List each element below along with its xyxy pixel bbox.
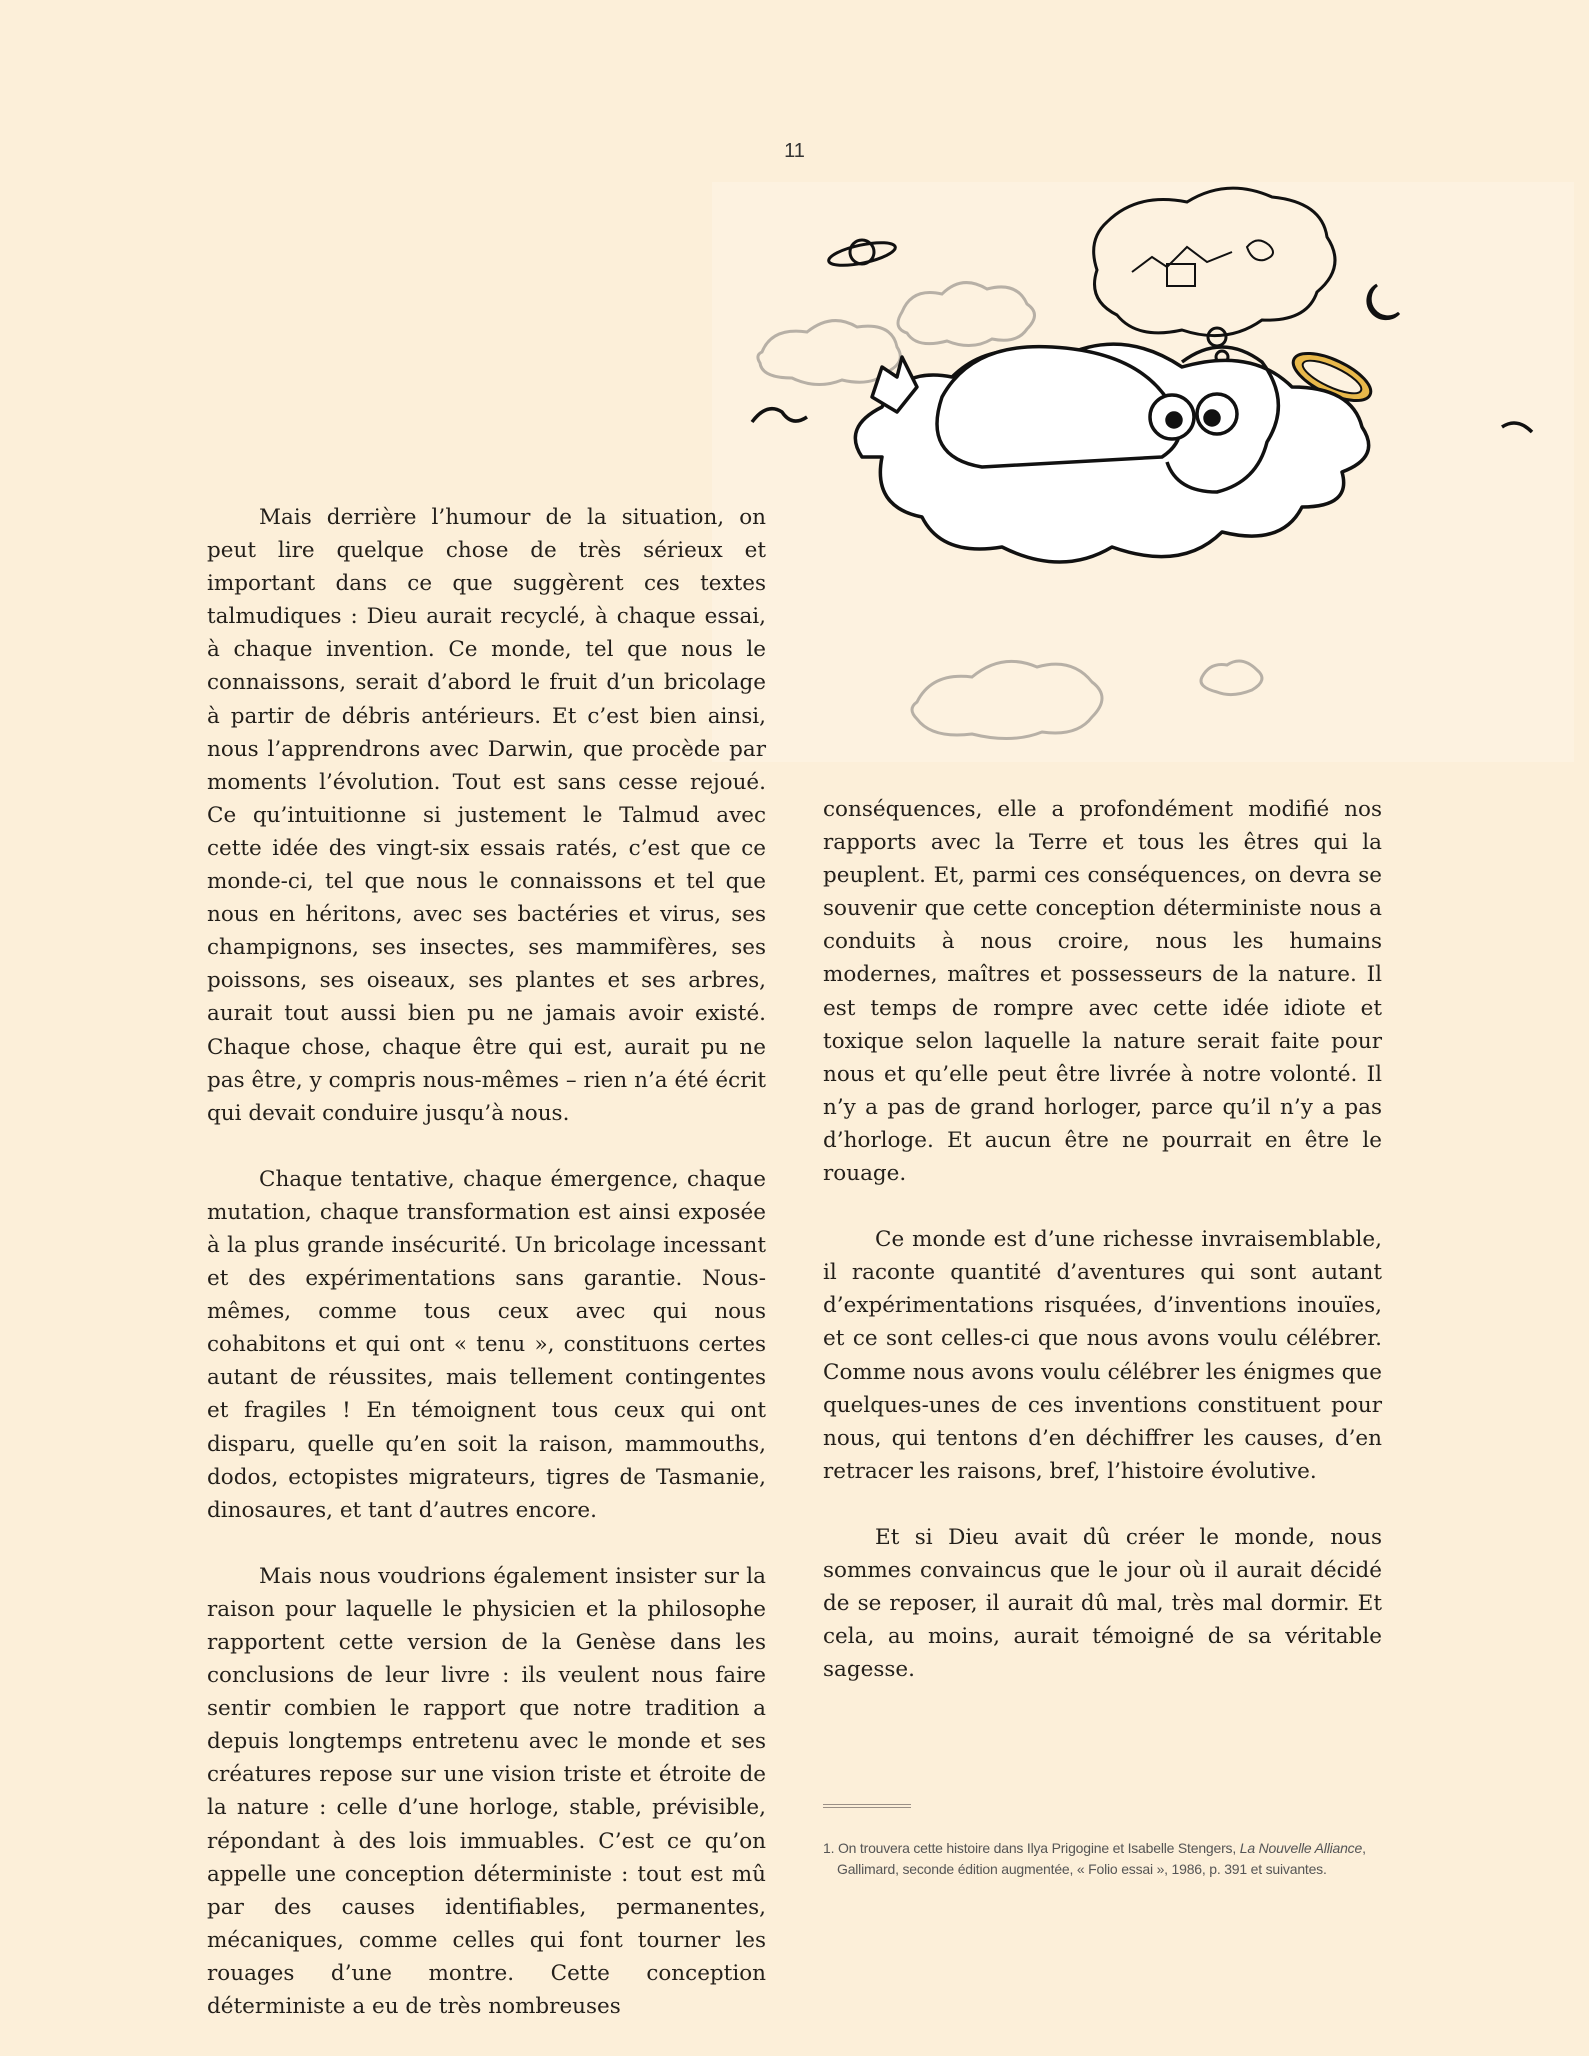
god-sleeping-on-cloud-icon — [712, 182, 1574, 762]
sleeping-figure-icon — [752, 344, 1532, 562]
paragraph: Chaque tentative, chaque émergence, chaque mutation, chaque transformation est ainsi exposée à la plus grande insécurité. Un bricolage incessant et des expérimentations sans garantie. Nous-mêmes, comme tous ceux avec qui nous cohabitons et qui ont « tenu », constituons certes autant de réussites, mais tellement contingentes et fragiles ! En témoignent tous ceux qui ont disparu, quelle qu’en soit la raison, mammouths, dodos, ectopistes migrateurs, tigres de Tasmanie, dinosaures, et tant d’autres encore. — [207, 1166, 766, 1523]
thought-bubble-icon — [1094, 188, 1335, 363]
paragraph: Ce monde est d’une richesse invraisemblable, il raconte quantité d’aventures qui sont autant d’expérimentations risquées, d’inventions inouïes, et ce sont celles-ci que nous avons voulu célébrer. Comme nous avons voulu célébrer les énigmes que quelques-unes de ces inventions constituent pour nous, qui tentons d’en déchiffrer les causes, d’en retracer les raisons, bref, l’histoire évolutive. — [823, 1227, 1382, 1484]
footnote — [823, 1838, 1383, 1880]
paragraph: Mais derrière l’humour de la situation, on peut lire quelque chose de très sérieux et important dans ce que suggèrent ces textes talmudiques : Dieu aurait recyclé, à chaque essai, à chaque invention. Ce monde, tel que nous le connaissons, serait d’abord le fruit d’un bricolage à partir de débris antérieurs. Et c’est bien ainsi, nous l’apprendrons avec Darwin, que procède par moments l’évolution. Tout est sans cesse rejoué. Ce qu’intuitionne si justement le Talmud avec cette idée des vingt-six essais ratés, c’est que ce monde-ci, tel que nous le connaissons et tel que nous en héritons, avec ses bactéries et virus, ses champignons, ses insectes, ses mammifères, ses poissons, ses oiseaux, ses plantes et ses arbres, aurait tout aussi bien pu ne jamais avoir existé. Chaque chose, chaque être qui est, aurait pu ne pas être, y compris nous-mêmes – rien n’a été écrit qui devait conduire jusqu’à nous. — [207, 505, 766, 1126]
illustration — [712, 182, 1574, 762]
page-number: 11 — [784, 140, 805, 162]
paragraph: conséquences, elle a profondément modifié nos rapports avec la Terre et tous les êtres qui la peuplent. Et, parmi ces conséquences, on devra se souvenir que cette conception déterministe nous a conduits à nous croire, nous les humains modernes, maîtres et possesseurs de la nature. Il est temps de rompre avec cette idée idiote et toxique selon laquelle la nature serait faite pour nous et qu’elle peut être livrée à notre volonté. Il n’y a pas de grand horloger, parce qu’il n’y a pas d’horloge. Et aucun être ne pourrait en être le rouage. — [823, 797, 1382, 1187]
paragraph: Mais nous voudrions également insister sur la raison pour laquelle le physicien et la philosophe rapportent cette version de la Genèse dans les conclusions de leur livre : ils veulent nous faire sentir combien le rapport que notre tradition a depuis longtemps entretenu avec le monde et ses créatures repose sur une vision triste et étroite de la nature : celle d’une horloge, stable, prévisible, répondant à des lois immuables. C’est ce qu’on appelle une conception déterministe : tout est mû par des causes identifiables, permanentes, mécaniques, comme celles qui font tourner les rouages d’une montre. Cette conception déterministe a eu de très nombreuses — [207, 1563, 766, 2020]
footnote-text: 1. On trouvera cette histoire dans Ilya Prigogine et Isabelle Stengers, — [823, 1840, 1240, 1856]
moon-icon — [1368, 285, 1399, 319]
paragraph: Et si Dieu avait dû créer le monde, nous sommes convaincus que le jour où il aurait décidé de se reposer, il aurait dû mal, très mal dormir. Et cela, au moins, aurait témoigné de sa véritable sagesse. — [823, 1524, 1382, 1683]
footnote-divider — [823, 1804, 911, 1808]
footnote-book-title: La Nouvelle Alliance — [1239, 1840, 1363, 1856]
footnote-text-line2: Gallimard, seconde édition augmentée, « Folio essai », 1986, p. 391 et suivantes. — [837, 1861, 1327, 1877]
planet-icon — [827, 238, 897, 270]
left-column — [207, 501, 766, 2056]
footnote-comma: , — [1362, 1840, 1366, 1856]
right-column — [823, 793, 1382, 1719]
